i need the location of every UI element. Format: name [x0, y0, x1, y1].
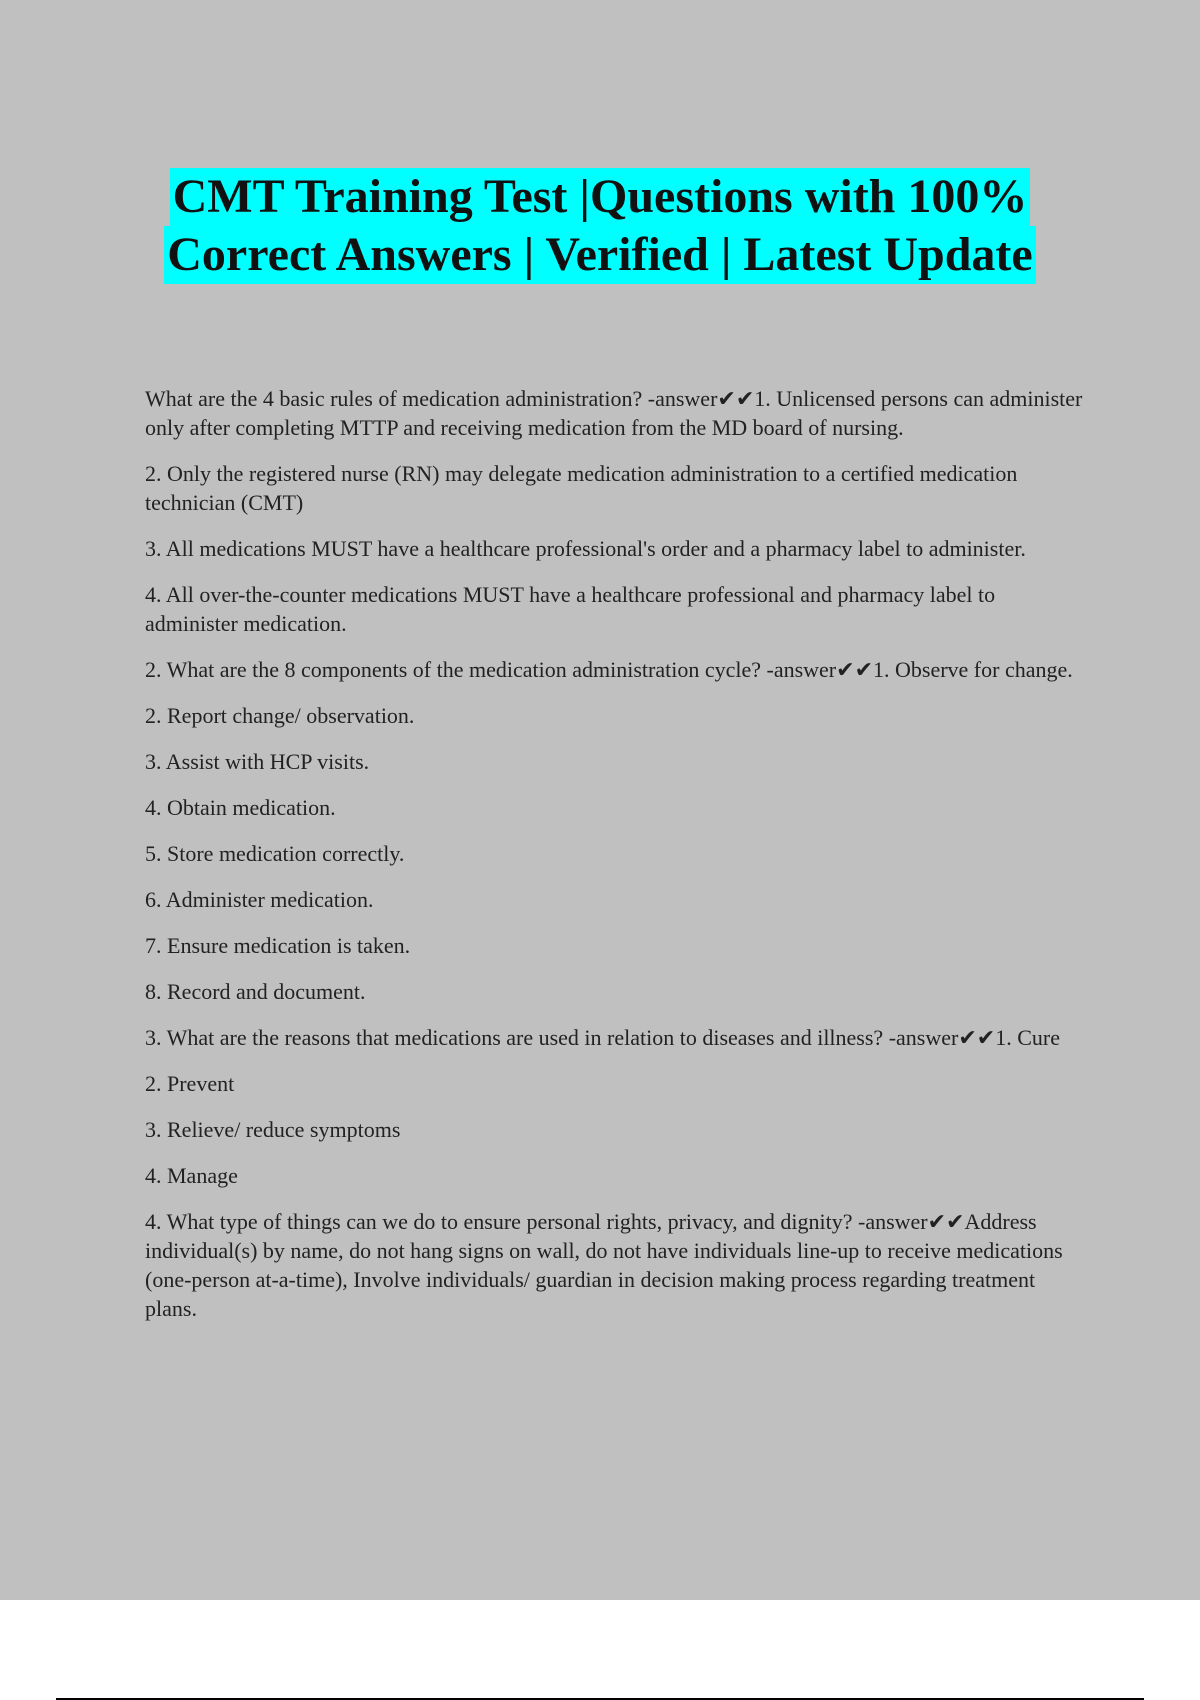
answer-item-paragraph: 2. Only the registered nurse (RN) may delegate medication administration to a certified medication technician (CMT) — [145, 461, 1018, 515]
answer-item-paragraph: 2. Report change/ observation. — [145, 703, 415, 728]
answer-item-paragraph: 4. All over-the-counter medications MUST have a healthcare professional and pharmacy label to administer medication. — [145, 582, 996, 636]
answer-item-paragraph: 8. Record and document. — [145, 979, 366, 1004]
answer-item-paragraph: 2. Prevent — [145, 1071, 235, 1096]
answer-item-paragraph: 3. All medications MUST have a healthcare professional's order and a pharmacy label to administer. — [145, 536, 1026, 561]
question-1-paragraph: What are the 4 basic rules of medication administration? -answer✔✔1. Unlicensed persons can administer only after completing MTTP and receiving medication from the MD board of nursing. — [145, 386, 1083, 440]
answer-item-paragraph: 7. Ensure medication is taken. — [145, 933, 411, 958]
answer-item-paragraph: 3. Relieve/ reduce symptoms — [145, 1117, 401, 1142]
answer-item-paragraph: 4. Manage — [145, 1163, 238, 1188]
document-body — [145, 384, 1090, 1340]
answer-item-paragraph: 3. Assist with HCP visits. — [145, 749, 370, 774]
answer-item-paragraph: 5. Store medication correctly. — [145, 841, 405, 866]
answer-item-paragraph: 6. Administer medication. — [145, 887, 374, 912]
question-2-paragraph: 2. What are the 8 components of the medication administration cycle? -answer✔✔1. Observe for change. — [145, 657, 1073, 682]
question-4-paragraph: 4. What type of things can we do to ensure personal rights, privacy, and dignity? -answer✔✔Address individual(s) by name, do not hang signs on wall, do not have individuals line-up to receive medications (one-person at-a-time), Involve individuals/ guardian in decision making process regarding treatment plans. — [145, 1209, 1063, 1321]
document-title — [0, 168, 1200, 284]
answer-item-paragraph: 4. Obtain medication. — [145, 795, 336, 820]
title-line-1: CMT Training Test |Questions with 100% — [170, 168, 1031, 226]
question-3-paragraph: 3. What are the reasons that medications are used in relation to diseases and illness? -answer✔✔1. Cure — [145, 1025, 1060, 1050]
title-line-2: Correct Answers | Verified | Latest Update — [164, 226, 1035, 284]
